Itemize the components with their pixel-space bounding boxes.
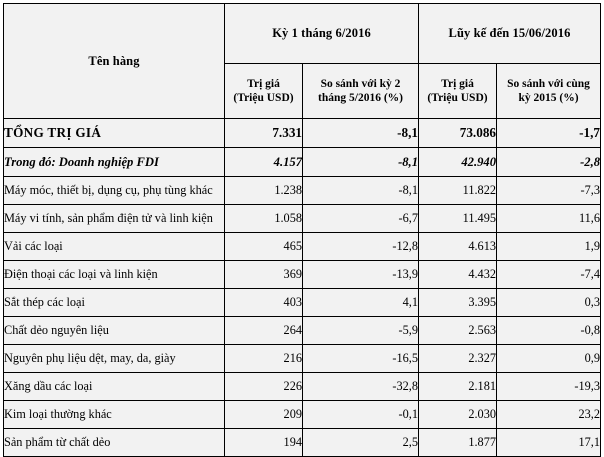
header-value-period-line1: Trị giá [247,77,280,90]
header-value-cumulative [419,64,497,119]
header-group-row [4,4,601,64]
cell-change-cumulative: 1,9 [497,233,601,261]
header-change-cumulative-line2: kỳ 2015 (%) [518,92,579,104]
row-label: Điện thoại các loại và linh kiện [4,261,225,289]
table-row [4,317,601,345]
cell-value-period: 369 [225,261,303,289]
row-label: Máy vi tính, sản phẩm điện tử và linh kiện [4,205,225,233]
cell-change-period: -8,1 [303,148,419,177]
imports-statistics-table [3,3,601,457]
cell-value-period: 7.331 [225,119,303,148]
table-row [4,148,601,177]
cell-value-cumulative: 1.877 [419,429,497,457]
header-name-column: Tên hàng [4,4,225,119]
cell-value-cumulative: 2.181 [419,373,497,401]
table-row [4,119,601,148]
table-row [4,401,601,429]
cell-value-cumulative: 3.395 [419,289,497,317]
header-group-cumulative: Lũy kế đến 15/06/2016 [419,4,601,64]
row-label: Nguyên phụ liệu dệt, may, da, giày [4,345,225,373]
header-value-cumulative-line2: (Triệu USD) [427,92,488,104]
cell-change-cumulative: -0,8 [497,317,601,345]
cell-value-period: 226 [225,373,303,401]
cell-value-period: 194 [225,429,303,457]
cell-change-period: -32,8 [303,373,419,401]
cell-value-period: 209 [225,401,303,429]
cell-value-cumulative: 11.495 [419,205,497,233]
header-value-period-line2: (Triệu USD) [233,92,294,104]
table-row [4,261,601,289]
cell-value-cumulative: 4.432 [419,261,497,289]
row-label: Trong đó: Doanh nghiệp FDI [4,148,225,177]
cell-value-cumulative: 2.563 [419,317,497,345]
header-change-cumulative [497,64,601,119]
table-row [4,373,601,401]
cell-value-period: 4.157 [225,148,303,177]
table-header [4,4,601,119]
cell-change-cumulative: -19,3 [497,373,601,401]
cell-change-cumulative: 11,6 [497,205,601,233]
cell-change-cumulative: 23,2 [497,401,601,429]
cell-change-period: -0,1 [303,401,419,429]
table-row [4,205,601,233]
header-group-period: Kỳ 1 tháng 6/2016 [225,4,419,64]
cell-change-period: 2,5 [303,429,419,457]
header-change-period-line2: tháng 5/2016 (%) [318,92,403,104]
table-row [4,233,601,261]
cell-value-cumulative: 42.940 [419,148,497,177]
cell-change-period: -6,7 [303,205,419,233]
cell-change-period: -16,5 [303,345,419,373]
cell-change-cumulative: -7,3 [497,177,601,205]
row-label: Sản phẩm từ chất dẻo [4,429,225,457]
header-change-period-line1: So sánh với kỳ 2 [320,77,401,90]
cell-value-cumulative: 73.086 [419,119,497,148]
table-row [4,177,601,205]
table-body [4,119,601,457]
cell-value-period: 1.238 [225,177,303,205]
cell-change-cumulative: -2,8 [497,148,601,177]
cell-change-cumulative: -7,4 [497,261,601,289]
cell-value-period: 1.058 [225,205,303,233]
cell-value-cumulative: 4.613 [419,233,497,261]
table-row [4,345,601,373]
row-label: Sắt thép các loại [4,289,225,317]
cell-value-period: 264 [225,317,303,345]
cell-change-cumulative: -1,7 [497,119,601,148]
cell-value-period: 403 [225,289,303,317]
cell-value-period: 216 [225,345,303,373]
row-label: Kim loại thường khác [4,401,225,429]
cell-change-cumulative: 0,9 [497,345,601,373]
cell-change-period: -13,9 [303,261,419,289]
cell-value-period: 465 [225,233,303,261]
header-change-period [303,64,419,119]
header-value-cumulative-line1: Trị giá [441,77,474,90]
row-label: Xăng dầu các loại [4,373,225,401]
cell-change-period: 4,1 [303,289,419,317]
table-row [4,289,601,317]
cell-value-cumulative: 2.327 [419,345,497,373]
cell-value-cumulative: 2.030 [419,401,497,429]
row-label: Máy móc, thiết bị, dụng cụ, phụ tùng khác [4,177,225,205]
cell-change-cumulative: 0,3 [497,289,601,317]
cell-change-period: -5,9 [303,317,419,345]
cell-change-period: -8,1 [303,119,419,148]
row-label: Vải các loại [4,233,225,261]
cell-value-cumulative: 11.822 [419,177,497,205]
cell-change-cumulative: 17,1 [497,429,601,457]
cell-change-period: -12,8 [303,233,419,261]
cell-change-period: -8,1 [303,177,419,205]
header-change-cumulative-line1: So sánh với cùng [507,77,590,90]
table-row [4,429,601,457]
row-label: TỔNG TRỊ GIÁ [4,119,225,148]
row-label: Chất dẻo nguyên liệu [4,317,225,345]
header-value-period [225,64,303,119]
